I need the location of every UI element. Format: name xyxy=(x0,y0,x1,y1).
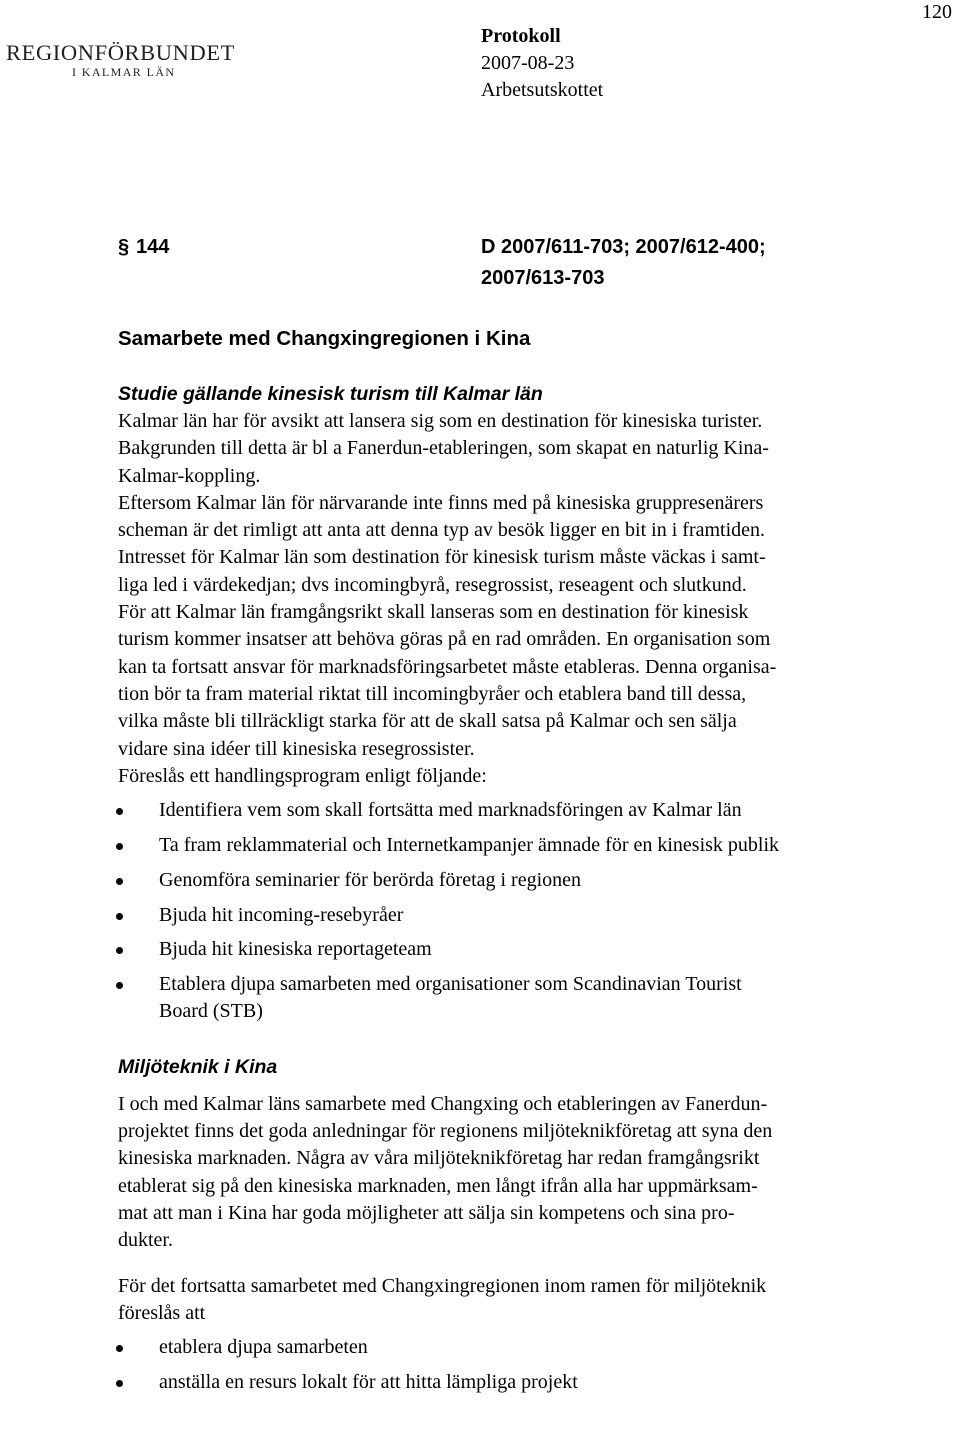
paragraph-tourism-interest xyxy=(118,490,908,599)
logo-line1: REGIONFÖRBUNDET xyxy=(6,40,236,65)
list-item-text: Etablera djupa samarbeten med organisationer som Scandinavian Tourist xyxy=(159,973,742,996)
list-item xyxy=(118,797,908,824)
bullet-icon xyxy=(116,947,123,954)
list-item xyxy=(118,867,908,894)
bullet-icon xyxy=(116,1380,123,1387)
proposal-intro: Föreslås ett handlingsprogram enligt följande: xyxy=(118,764,487,787)
paragraph-environment-proposal xyxy=(118,1273,908,1328)
regionforbundet-logo xyxy=(6,40,242,80)
section-heading-tourism: Studie gällande kinesisk turism till Kalmar län xyxy=(118,383,543,405)
list-item-text: Bjuda hit incoming-resebyråer xyxy=(159,903,404,926)
text-line: För det fortsatta samarbetet med Changxingregionen inom ramen för miljöteknik xyxy=(118,1274,767,1297)
bullet-icon xyxy=(116,913,123,920)
text-line: kan ta fortsatt ansvar för marknadsföringsarbetet måste etableras. Denna organisa- xyxy=(118,655,777,678)
text-line: scheman är det rimligt att anta att denna typ av besök ligger en bit in i framtiden. xyxy=(118,519,766,542)
list-item-text: Genomföra seminarier för berörda företag i regionen xyxy=(159,868,582,891)
list-item xyxy=(118,1369,908,1396)
text-line: etablerat sig på den kinesiska marknaden, men långt ifrån alla har uppmärksam- xyxy=(118,1174,758,1197)
text-line: I och med Kalmar läns samarbete med Changxing och etableringen av Fanerdun- xyxy=(118,1092,768,1115)
list-item xyxy=(118,1334,908,1361)
section-sign: § xyxy=(118,236,130,258)
logo-wordmark xyxy=(6,40,242,80)
text-line: turism kommer insatser att behöva göras på en rad områden. En organisation som xyxy=(118,628,771,651)
text-line: För att Kalmar län framgångsrikt skall lanseras som en destination för kinesisk xyxy=(118,601,749,624)
environment-proposal-list xyxy=(118,1334,908,1396)
list-item-text: Board (STB) xyxy=(159,1000,263,1023)
list-item-text: Ta fram reklammaterial och Internetkampanjer ämnade för en kinesisk publik xyxy=(159,833,780,856)
protocol-header xyxy=(481,23,603,104)
list-item-text: Identifiera vem som skall fortsätta med marknadsföringen av Kalmar län xyxy=(159,799,742,822)
section-heading-environment: Miljöteknik i Kina xyxy=(118,1055,278,1078)
bullet-icon xyxy=(116,1345,123,1352)
diary-line: 2007/613-703 xyxy=(481,267,605,289)
text-line: mat att man i Kina har goda möjligheter att sälja sin kompetens och sina pro- xyxy=(118,1201,735,1224)
list-item xyxy=(118,936,908,963)
list-item xyxy=(118,902,908,929)
text-line: dukter. xyxy=(118,1229,173,1252)
case-number: 144 xyxy=(136,236,170,258)
text-line: Eftersom Kalmar län för närvarande inte finns med på kinesiska gruppresenärers xyxy=(118,491,764,514)
text-line: projektet finns det goda anledningar för regionens miljöteknikföretag att syna den xyxy=(118,1120,773,1143)
page-number: 120 xyxy=(922,1,952,23)
text-line: Intresset för Kalmar län som destination för kinesisk turism måste väckas i samt- xyxy=(118,546,766,569)
list-item-text: anställa en resurs lokalt för att hitta lämpliga projekt xyxy=(159,1370,578,1393)
meeting-date: 2007-08-23 xyxy=(481,52,575,74)
list-item-text: Bjuda hit kinesiska reportageteam xyxy=(159,938,432,961)
text-line: Bakgrunden till detta är bl a Fanerdun-etableringen, som skapat en naturlig Kina- xyxy=(118,437,769,460)
list-item-text: etablera djupa samarbeten xyxy=(159,1336,368,1359)
document-type: Protokoll xyxy=(481,25,561,47)
text-line: föreslås att xyxy=(118,1301,206,1324)
logo-line2: I KALMAR LÄN xyxy=(72,65,176,79)
bullet-icon xyxy=(116,878,123,885)
paragraph-tourism-organisation xyxy=(118,599,908,763)
action-program-list xyxy=(118,797,908,1026)
document-body xyxy=(118,324,908,1396)
main-heading: Samarbete med Changxingregionen i Kina xyxy=(118,327,531,350)
text-line: vidare sina idéer till kinesiska resegrossister. xyxy=(118,737,475,760)
bullet-icon xyxy=(116,808,123,815)
list-item xyxy=(118,971,908,1026)
paragraph-environment-intro xyxy=(118,1091,908,1255)
text-line: Kalmar län har för avsikt att lansera sig som en destination för kinesiska turister. xyxy=(118,410,763,432)
diary-line: D 2007/611-703; 2007/612-400; xyxy=(481,236,766,258)
text-line: kinesiska marknaden. Några av våra miljöteknikföretag har redan framgångsrikt xyxy=(118,1147,760,1170)
bullet-icon xyxy=(116,982,123,989)
text-line: Kalmar-koppling. xyxy=(118,464,261,487)
text-line: vilka måste bli tillräckligt starka för att de skall satsa på Kalmar och sen sälja xyxy=(118,710,737,733)
text-line: tion bör ta fram material riktat till incomingbyråer och etablera band till dessa, xyxy=(118,682,747,705)
paragraph-tourism-intro xyxy=(118,408,908,490)
list-item xyxy=(118,832,908,859)
meeting-body: Arbetsutskottet xyxy=(481,79,604,101)
diary-numbers xyxy=(481,232,901,294)
bullet-icon xyxy=(116,843,123,850)
text-line: liga led i värdekedjan; dvs incomingbyrå, resegrossist, reseagent och slutkund. xyxy=(118,573,747,596)
